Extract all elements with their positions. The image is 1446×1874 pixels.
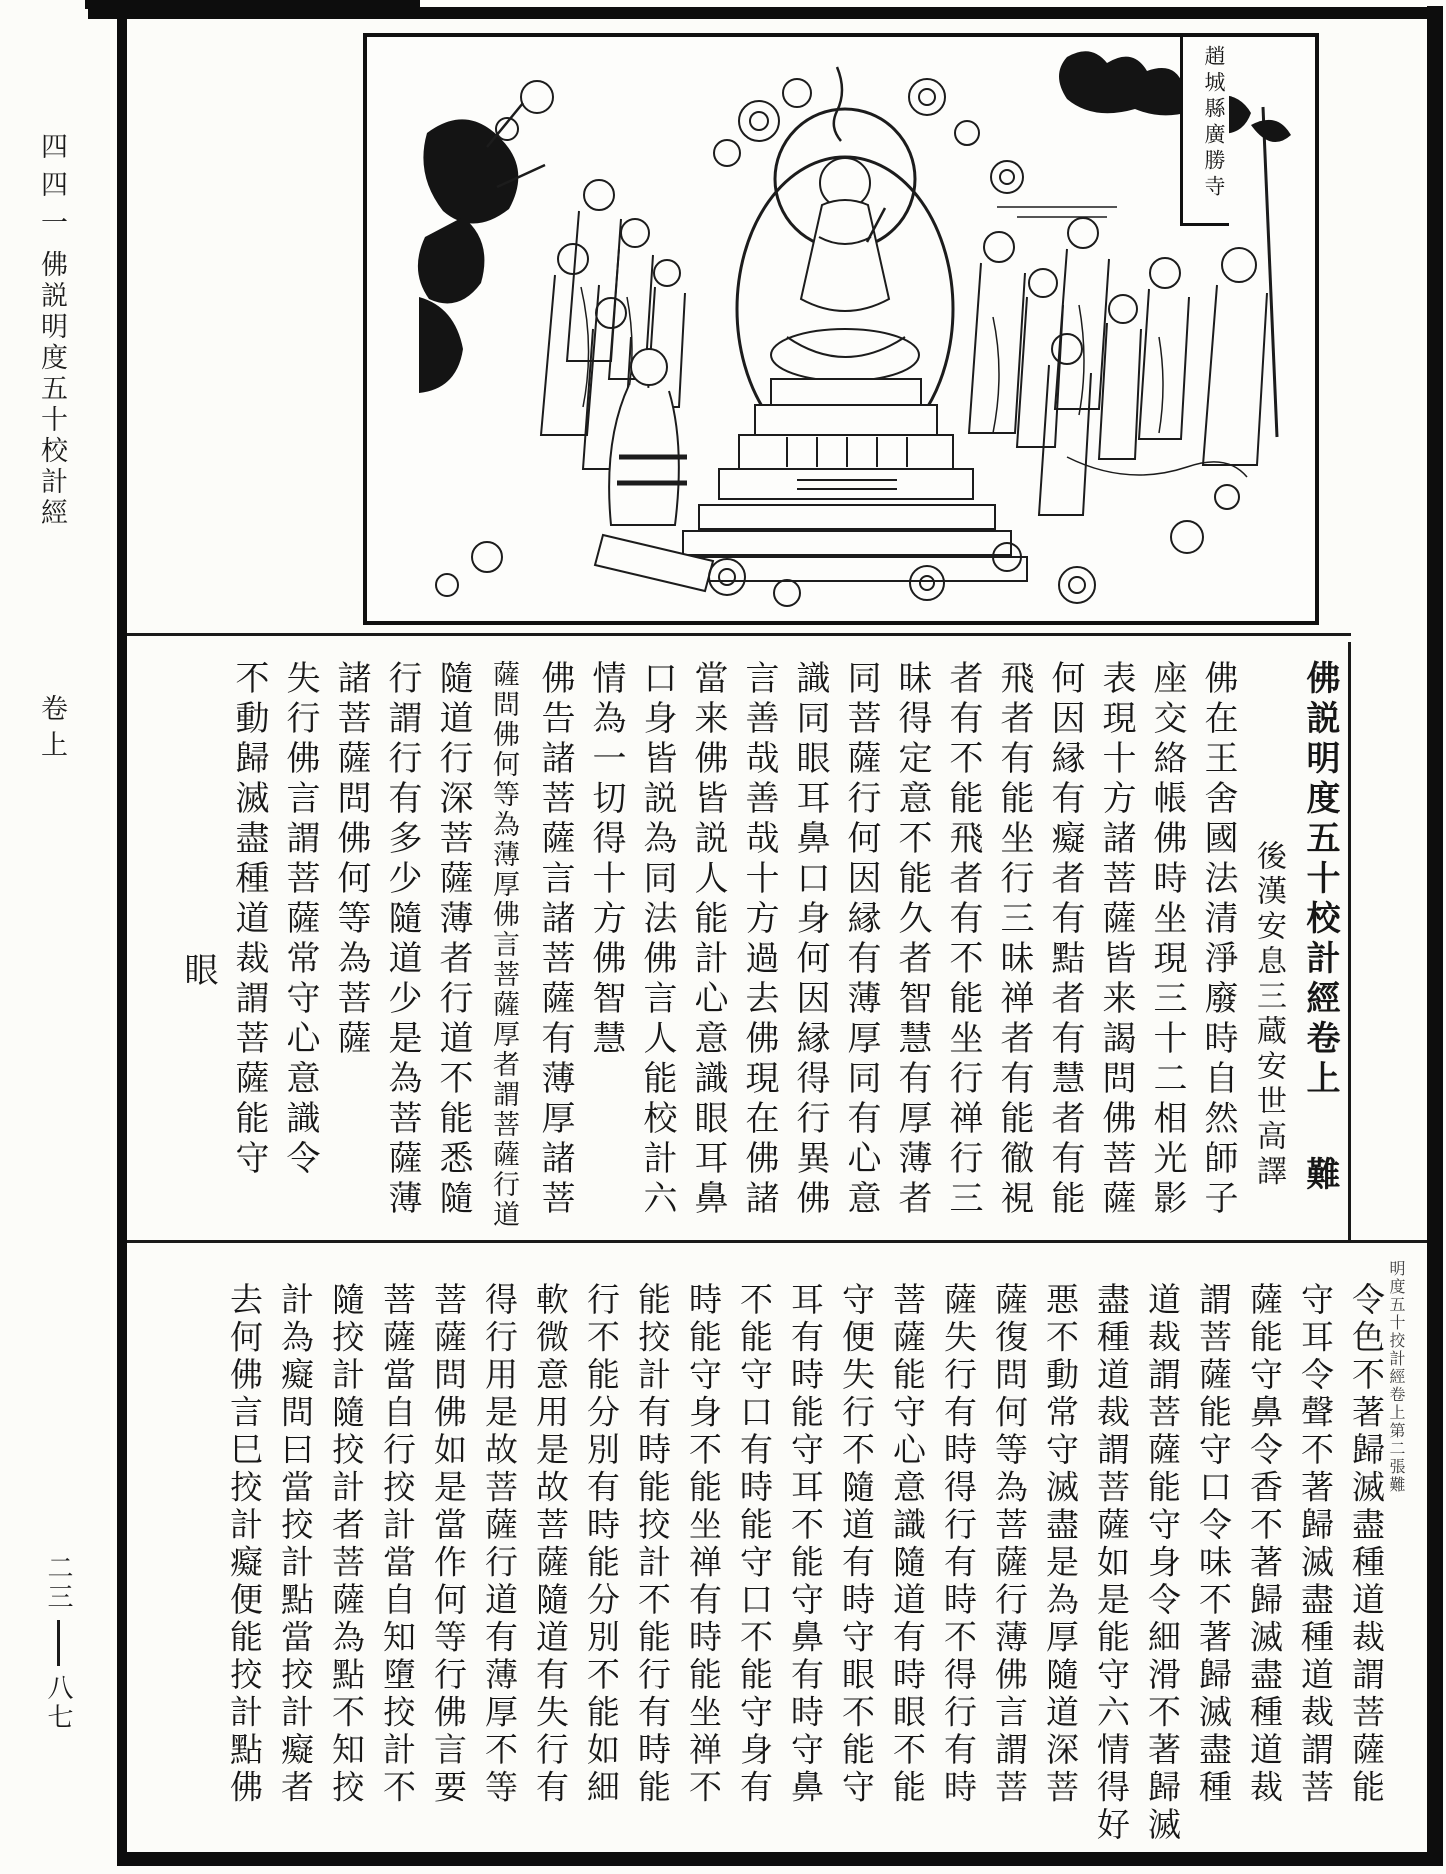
- margin-serial-number: 四四一: [37, 132, 67, 246]
- lower-text-column-17: 軟微意用是故菩薩隨道有失行有: [531, 1282, 567, 1807]
- margin-sutra-title: 佛説明度五十校計經: [37, 250, 67, 529]
- upper-text-column-5: 表現十方諸菩薩皆来謁問佛菩薩: [1097, 660, 1134, 1220]
- upper-text-column-19: 行謂行有多少隨道少是為菩薩薄: [383, 660, 420, 1220]
- upper-text-column-22: 不動歸滅盡種道裁謂菩薩能守: [230, 660, 267, 1180]
- upper-text-column-6: 何因縁有癡者有黠者有慧者有能: [1046, 660, 1083, 1220]
- frame-left-border: [117, 16, 127, 1858]
- upper-text-column-16: 佛告諸菩薩言諸菩薩有薄厚諸菩: [536, 660, 573, 1220]
- lower-text-column-20: 菩薩當自行挍計當自知墮挍計不: [378, 1282, 414, 1807]
- case-mark: 難: [1301, 1156, 1338, 1196]
- lower-text-column-2: 守耳令聲不著歸滅盡種道裁謂菩: [1296, 1282, 1332, 1807]
- illustration-sketch: [367, 37, 1315, 621]
- page-number-top: 二三: [44, 1554, 73, 1612]
- lower-text-column-12: 耳有時能守耳不能守鼻有時守鼻: [786, 1282, 822, 1807]
- lower-text-column-8: 薩復問何等為菩薩行薄佛言謂菩: [990, 1282, 1026, 1807]
- frame-top-border-smudge: [85, 0, 420, 9]
- lower-text-column-19: 菩薩問佛如是當作何等行佛言要: [429, 1282, 465, 1807]
- lower-text-column-15: 能挍計有時能挍計不能行有時能: [633, 1282, 669, 1807]
- lower-text-column-4: 謂菩薩能守口令味不著歸滅盡種: [1194, 1282, 1230, 1807]
- upper-text-column-3: 佛在王舍國法清淨廢時自然師子: [1199, 660, 1236, 1220]
- lower-text-column-1: 令色不著歸滅盡種道裁謂菩薩能: [1347, 1282, 1383, 1807]
- lower-text-column-10: 菩薩能守心意識隨道有時眼不能: [888, 1282, 924, 1807]
- lower-text-column-9: 薩失行有時得行有時不得行有時: [939, 1282, 975, 1807]
- lower-text-column-14: 時能守身不能坐禅有時能坐禅不: [684, 1282, 720, 1807]
- upper-text-column-1: 佛説明度五十校計經卷上難: [1294, 660, 1345, 1252]
- lower-text-column-3: 薩能守鼻令香不著歸滅盡種道裁: [1245, 1282, 1281, 1807]
- frame-right-border: [1427, 6, 1443, 1864]
- upper-text-column-7: 飛者有能坐行三昧禅者有能徹視: [995, 660, 1032, 1220]
- illustration-caption: 趙城縣廣勝寺: [1180, 37, 1229, 226]
- upper-text-column-2: 後漢安息三蔵安世高譯: [1252, 840, 1285, 1190]
- page-number-separator: [57, 1620, 60, 1666]
- upper-text-column-14: 口身皆説為同法佛言人能校計六: [638, 660, 675, 1220]
- sheet-mark-note: 明度五十挍計經卷上第二張難: [1387, 1260, 1404, 1494]
- upper-text-column-15: 情為一切得十方佛智慧: [587, 660, 624, 1060]
- lower-text-column-13: 不能守口有時能守口不能守身有: [735, 1282, 771, 1807]
- upper-text-column-21: 失行佛言謂菩薩常守心意識令: [281, 660, 318, 1180]
- middle-section-right-rule: [1348, 642, 1351, 1242]
- buddha-assembly-illustration: [363, 33, 1319, 625]
- lower-text-column-16: 行不能分別有時能分別不能如細: [582, 1282, 618, 1807]
- lower-text-column-6: 盡種道裁謂菩薩如是能守六情得好: [1092, 1282, 1128, 1845]
- page-number: [40, 1554, 77, 1732]
- upper-text-column-13: 當来佛皆説人能計心意識眼耳鼻: [689, 660, 726, 1220]
- lower-text-column-7: 悪不動常守滅盡是為厚隨道深菩: [1041, 1282, 1077, 1807]
- middle-section-top-rule: [127, 633, 1351, 636]
- lower-text-column-21: 隨挍計隨挍計者菩薩為點不知挍: [327, 1282, 363, 1807]
- upper-text-column-17: 薩問佛何等為薄厚佛言菩薩厚者謂菩薩行道: [489, 660, 519, 1230]
- lower-text-column-18: 得行用是故菩薩行道有薄厚不等: [480, 1282, 516, 1807]
- margin-volume-label: 卷上: [37, 694, 67, 766]
- upper-text-column-12: 言善哉善哉十方過去佛現在佛諸: [740, 660, 777, 1220]
- upper-text-column-20: 諸菩薩問佛何等為菩薩: [332, 660, 369, 1060]
- upper-text-column-23: 眼: [179, 952, 216, 992]
- lower-text-column-23: 去何佛言巳挍計癡便能挍計點佛: [225, 1282, 261, 1807]
- lower-text-column-11: 守便失行不隨道有時守眼不能守: [837, 1282, 873, 1807]
- upper-text-column-11: 識同眼耳鼻口身何因縁得行異佛: [791, 660, 828, 1220]
- sutra-text-upper-block: [140, 648, 1345, 1252]
- lower-text-column-5: 道裁謂菩薩能守身令細滑不著歸滅: [1143, 1282, 1179, 1845]
- sutra-text-lower-block: [185, 1252, 1390, 1874]
- upper-text-column-8: 者有不能飛者有不能坐行禅行三: [944, 660, 981, 1220]
- page-number-bottom: 八七: [44, 1674, 73, 1732]
- lower-text-column-22: 計為癡問曰當挍計點當挍計癡者: [276, 1282, 312, 1807]
- upper-text-column-18: 隨道行深菩薩薄者行道不能悉隨: [434, 660, 471, 1220]
- upper-text-column-10: 同菩薩行何因縁有薄厚同有心意: [842, 660, 879, 1220]
- upper-text-column-9: 昧得定意不能久者智慧有厚薄者: [893, 660, 930, 1220]
- upper-text-column-4: 座交絡帳佛時坐現三十二相光影: [1148, 660, 1185, 1220]
